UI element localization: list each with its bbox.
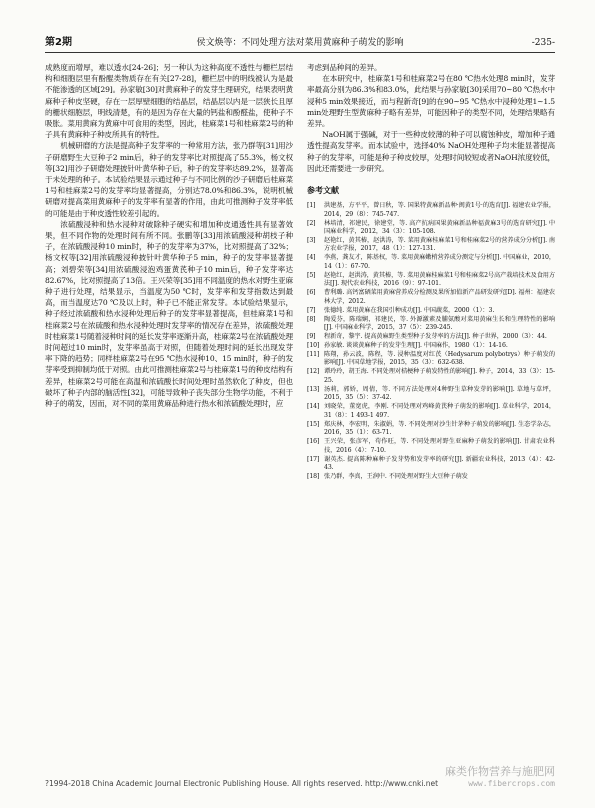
reference-text: 陶爱芬，陈瑞娴，祁建民，等. 外源激素及脯氨酸对菜用黄麻生长和生理特性的影响[J]. 中国麻业科学，2015，37（5）：239-245. xyxy=(324,315,555,332)
reference-number: [1] xyxy=(307,202,316,210)
reference-number: [17] xyxy=(307,455,320,463)
reference-text: 程新奇，黎宇. 提高黄麻野生类型种子发芽率的方法[J]. 种子世界，2000（3）：44. xyxy=(324,333,547,341)
reference-text: 谭玲玲，胡王海. 不同处理对桔梗种子萌发特性的影响[J]. 种子，2014，33（3）：15-25. xyxy=(324,368,555,384)
reference-text: 张乃群，李真，王润中. 不同处理对野生大豆种子萌发 xyxy=(324,472,468,480)
reference-item xyxy=(307,307,555,315)
reference-number: [7] xyxy=(307,306,316,314)
references-heading: 参考文献 xyxy=(307,186,339,196)
reference-number: [9] xyxy=(307,333,316,341)
reference-text: 刘晓荣，董宽虎，李刚. 不同处理对鸡峰黄芪种子萌发的影响[J]. 草业科学，2014，31（8）：1 493-1 497. xyxy=(324,403,555,419)
page-footer xyxy=(45,765,555,792)
reference-item xyxy=(307,368,555,385)
reference-item xyxy=(307,438,555,455)
reference-item xyxy=(307,220,555,237)
copyright-line: ?1994-2018 China Academic Journal Electronic Publishing House. All rights reserved. http://www.cnki.net xyxy=(45,779,439,788)
reference-text: 洪建基，方平平，曾日秋，等. 国果特黄麻新品种·闽黄1号·的选育[J]. 福建农业学报，2014，29（8）：745-747. xyxy=(324,202,555,218)
reference-text: 李燕，龚友才，陈基权，等. 菜用黄麻嫩梢营养成分测定与分析[J]. 中国麻业，2010，14（1）：67-70. xyxy=(324,254,555,270)
reference-item xyxy=(307,333,555,341)
running-title: 侯文焕等：不同处理方法对菜用黄麻种子萌发的影响 xyxy=(196,38,404,48)
reference-item xyxy=(307,342,555,350)
reference-number: [11] xyxy=(307,351,320,359)
body-paragraph: 机械研磨的方法是提高种子发芽率的一种常用方法，张乃群等[31]用沙子研磨野生大豆种子2 min后，种子的发芽率比对照提高了55.3%，杨文权等[32]用沙子研磨处理披针叶黄华种子后，种子的发芽率达89.2%，显著高于未处理的种子。本试验结果显示通过种子与不同比例的沙子研磨后桂麻菜1号和桂麻菜2号的发芽率均显著提高，分别达78.0%和86.3%，说明机械研磨对提高菜用黄麻种子的发芽率有显著的作用，由此可推测种子发芽率低的可能是由于种皮透性较差引起的。 xyxy=(45,141,293,218)
reference-item xyxy=(307,289,555,306)
reference-text: 陈翔，孙云波，陈程，等. 浸种温度对红芪（Hedysarum polybotrys）种子萌发的影响[J]. 中国草地学报，2015，35（3）：632-638. xyxy=(324,351,555,367)
reference-number: [14] xyxy=(307,403,320,411)
body-paragraph: NaOH属于强碱，对于一些种皮较薄的种子可以腐蚀种皮，增加种子通透性提高发芽率。而本试验中，选择40% NaOH处理种子均未能显著提高种子的发芽率，可能是种子种皮较厚，处理时间较短或者NaOH浓度较低，因此还需要进一步研究。 xyxy=(307,130,555,173)
reference-item xyxy=(307,316,555,333)
reference-text: 赵艳红，黄其椿，赵洪涛，等. 菜用黄麻桂麻菜1号和桂麻菜2号的营养成分分析[J]. 南方农业学报，2017，48（1）：127-131. xyxy=(324,237,555,253)
body-paragraph: 成熟度而增厚，难以透水[24-26]；另一种认为这种高度不透性与栅栏层结构和细胞层里有酚醌类物质存在有关[27-28]，栅栏层中的明线被认为是最不能渗透的区域[29]。孙家敏[30]对黄麻种子的发芽生理研究，结果表明黄麻种子种皮坚硬，存在一层厚壁细胞的结晶层，结晶层以内是一层狭长且厚的栅状细胞层，明线清楚，有的是因为存在大量的钙盐和酚醛盐，使种子不吸胀。菜用黄麻为黄麻中可食用的类型，因此，桂麻菜1号和桂麻菜2号的种子具有黄麻种子种皮所具有的特性。 xyxy=(45,63,293,140)
site-watermark xyxy=(445,766,555,790)
reference-item xyxy=(307,254,555,271)
reference-item xyxy=(307,272,555,289)
reference-number: [4] xyxy=(307,254,316,262)
reference-item xyxy=(307,456,555,473)
reference-text: 张德纯. 菜用黄麻在我国引种成功[J]. 中国蔬菜，2000（1）：3. xyxy=(324,306,495,314)
reference-number: [8] xyxy=(307,315,316,323)
body-paragraph: 浓硫酸浸种和热水浸种对破除种子硬实和增加种皮通透性具有显著效果，但不同作物的处理时间有所不同。张鹏等[33]用浓硫酸浸种胡枝子种子，在浓硫酸浸种10 min时，种子的发芽率为37%，比对照提高了32%；杨文权等[32]用浓硫酸浸种披针叶黄华种子5 min，种子的发芽率显著提高；刘碧荣等[34]用浓硫酸浸泡鸡蛋黄芪种子10 min后，种子发芽率达82.67%，比对照提高了13倍。王兴荣等[35]用不同温度的热水对野生亚麻种子进行处理，结果显示，当温度为50 ℃时，发芽率和发芽指数达到最高，而当温度达70 ℃及以上时，种子已不能正常发芽。本试验结果显示，种子经过浓硫酸和热水浸种处理后种子的发芽率显著提高，但桂麻菜1号和桂麻菜2号在浓硫酸和热水浸种处理时发芽率的情况存在差异，浓硫酸处理时桂麻菜1号随着浸种时间的延长发芽率逐渐升高，桂麻菜2号在浓硫酸处理时间超过10 min时，发芽率虽高于对照，但随着处理时间的延长出现发芽率下降的趋势；同样桂麻菜2号在95 ℃热水浸种10、15 min时，种子的发芽率受到抑制均低于对照。由此可推测桂麻菜2号与桂麻菜1号的种皮结构有差异，桂麻菜2号可能在高温和浓硫酸长时间处理时虽然软化了种皮，但也破坏了种子内部的脑活性[32]，可能导致种子丧失部分生物学功能，不利于种子的萌发，因而，对不同的菜用黄麻品种进行热水和浓硫酸处理时，应 xyxy=(45,219,293,409)
reference-item xyxy=(307,403,555,420)
reference-number: [2] xyxy=(307,219,316,227)
reference-number: [18] xyxy=(307,472,320,480)
reference-text: 孙家敏. 谈谈黄麻种子的发芽生理[J]. 中国麻作，1980（1）：14-16. xyxy=(324,342,508,350)
reference-item xyxy=(307,202,555,219)
reference-number: [16] xyxy=(307,438,320,446)
reference-text: 林培清，祁建民，徐建堂，等. 高产抗病国果黄麻新品种福黄麻3号的选育研究[J]. 中国麻业科学，2012，34（3）：105-108. xyxy=(324,219,555,236)
reference-number: [12] xyxy=(307,368,320,376)
watermark-url: www.fibercrops.com xyxy=(468,779,555,788)
reference-text: 郑庆林，李宏明，朱淑娟，等. 不同处理对沙生针茅种子萌发的影响[J]. 生态学杂志，2016，35（1）：63-71. xyxy=(324,420,555,437)
running-header xyxy=(45,34,555,53)
right-column xyxy=(307,62,555,482)
left-column xyxy=(45,62,293,409)
reference-item xyxy=(307,386,555,403)
reference-text: 曹利璐. 高钙富硒菜用黄麻营养成分检测及果所加值新产品研发研究[D]. 福州：福建农林大学，2012. xyxy=(324,289,555,305)
reference-text: 赵艳红，赵洪涛，黄其椿，等. 菜用黄麻桂麻菜1号和桂麻菜2号高产栽培技术及食用方法[J]. 现代农业科技，2016（9）：97-101. xyxy=(324,271,555,288)
body-paragraph: 考虑到品种间的差异。 xyxy=(307,63,382,72)
reference-text: 王兴荣，张彦军，苟作旺，等. 不同处理对野生亚麻种子萌发的影响[J]. 甘肃农业科技，2016（4）：7-10. xyxy=(324,438,555,454)
body-paragraph: 在本研究中，桂麻菜1号和桂麻菜2号在80 ℃热水处理8 min时，发芽率最高分别为86.3%和83.0%，此结果与孙家敏[30]采用70~80 ℃热水中浸种5 min效果接近，而与程新奇[9]的在90~95 ℃热水中浸种处理1~1.5 min处理野生型黄麻种子略有差异，可能因种子的类型不同，处理结果略有差异。 xyxy=(307,74,555,129)
reference-number: [6] xyxy=(307,289,316,297)
reference-list xyxy=(307,202,555,481)
reference-item xyxy=(307,351,555,368)
reference-text: 汤莉，郭娇，周倩，等. 不同方法处理对4种野生草种发芽的影响[J]. 草地与草坪，2015，35（5）：37-42. xyxy=(324,385,555,402)
reference-item xyxy=(307,421,555,438)
watermark-text: 麻类作物营养与施肥网 xyxy=(445,765,555,778)
issue-number: 第2期 xyxy=(45,37,72,48)
reference-item xyxy=(307,237,555,254)
reference-number: [5] xyxy=(307,271,316,279)
reference-item xyxy=(307,473,555,481)
reference-number: [15] xyxy=(307,420,320,428)
reference-number: [10] xyxy=(307,342,320,350)
reference-number: [3] xyxy=(307,237,316,245)
page-number: -235- xyxy=(531,38,555,48)
reference-number: [13] xyxy=(307,385,320,393)
reference-text: 谢英杰. 提高陈种麻种子发芽势和发芽率的研究[J]. 新疆农业科技，2013（4）：42-43. xyxy=(324,455,555,471)
